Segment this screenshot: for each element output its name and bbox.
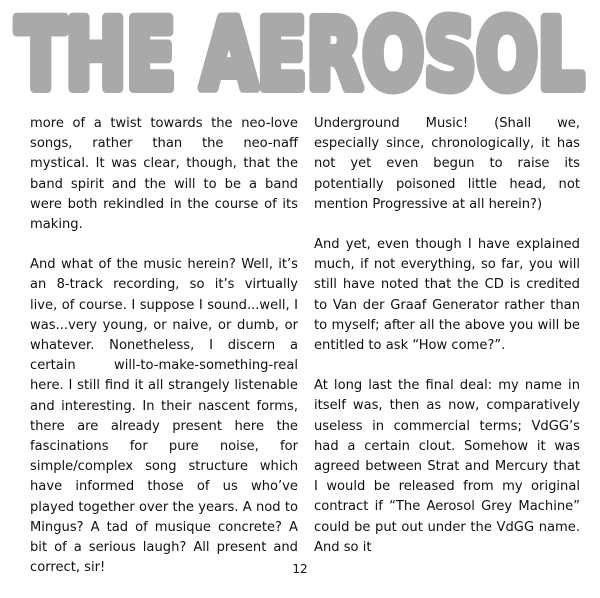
paragraph: At long last the final deal: my name in itself was, then as now, comparatively useless in commercial terms; VdGG’s had a certain clout. Somehow it was agreed between Strat and Mercury that I would be released from my original contract if “The Aerosol Grey Machine” could be put out under the VdGG name. And so it: [314, 378, 580, 555]
paragraph: Underground Music! (Shall we, especially since, chronologically, it has not yet even begun to raise its potentially poisoned little head, not mention Progressive at all herein?): [314, 116, 580, 212]
right-text-column: [314, 114, 580, 578]
left-text-column: [30, 114, 298, 598]
paragraph: more of a twist towards the neo-love songs, rather than the neo-naff mystical. It was clear, though, that the band spirit and the will to be a band were both rekindled in the course of its making.: [30, 116, 298, 233]
header-title-graphic: [0, 0, 600, 112]
page-header: [0, 0, 600, 112]
page-number: 12: [292, 562, 308, 576]
paragraph: And yet, even though I have explained much, if not everything, so far, you will still have noted that the CD is credited to Van der Graaf Generator rather than to myself; after all the above you will be entitled to ask “How come?”.: [314, 237, 580, 354]
paragraph: And what of the music herein? Well, it’s an 8-track recording, so it’s virtually live, of course. I suppose I sound...well, I was...very young, or naive, or dumb, or whatever. Nonetheless, I discern a certain will-to-make-something-real here. I still find it all strangely listenable and interesting. In their nascent forms, there are already present here the fascinations for pure noise, for simple/complex song structure which have informed those of us who’ve played together over the years. A nod to Mingus? A tad of musique concrete? A bit of a serious laugh? All present and correct, sir!: [30, 257, 298, 576]
header-title: THE AEROSOL: [16, 0, 584, 111]
